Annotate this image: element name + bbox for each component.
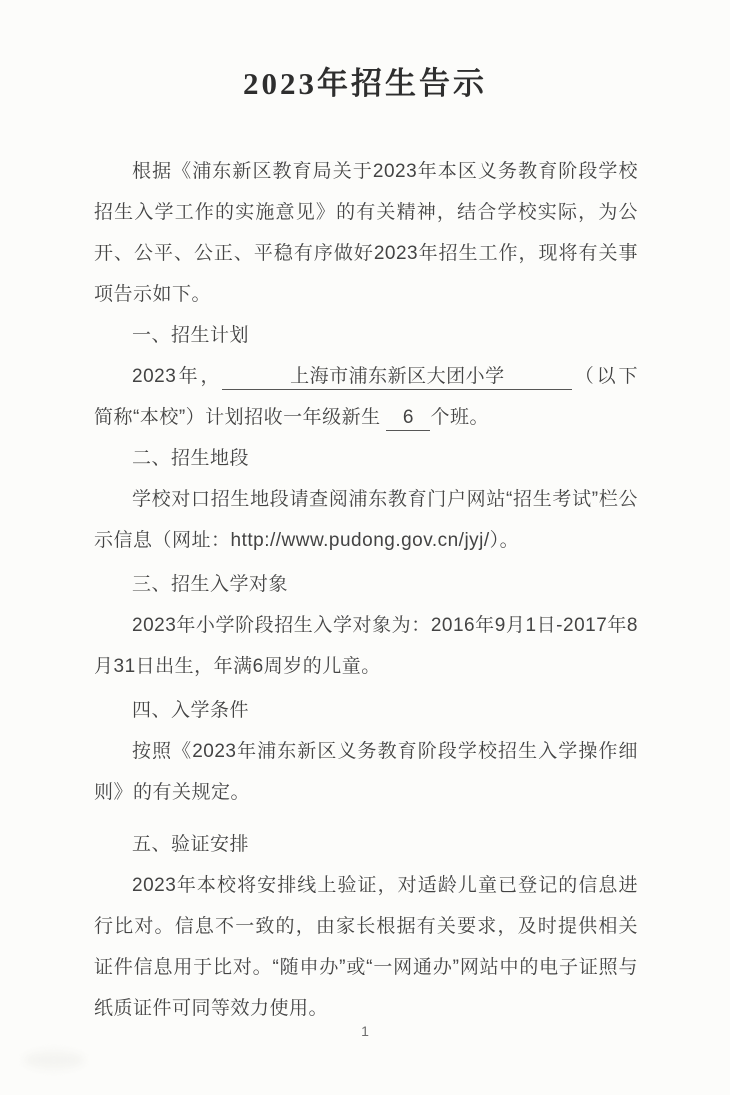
section2-heading: 二、招生地段 [132, 448, 250, 469]
scan-artifact [24, 1051, 84, 1069]
section1-paragraph [94, 356, 638, 438]
section1-heading: 一、招生计划 [132, 325, 250, 346]
section4-heading: 四、入学条件 [132, 700, 250, 721]
section1-text-after-school: （以下简称“本校”）计划招收一年级新生 [94, 366, 638, 428]
page-title: 2023年招生告示 [243, 66, 487, 101]
class-count-blank: 6 [386, 406, 430, 431]
section3-heading: 三、招生入学对象 [132, 574, 289, 595]
section4-paragraph: 按照《2023年浦东新区义务教育阶段学校招生入学操作细则》的有关规定。 [94, 741, 638, 803]
document-body [0, 151, 730, 1029]
section1-text-after-count: 个班。 [430, 407, 489, 428]
section3-paragraph: 2023年小学阶段招生入学对象为：2016年9月1日-2017年8月31日出生，年满6周岁的儿童。 [94, 615, 638, 677]
school-name-blank: 上海市浦东新区大团小学 [222, 365, 572, 390]
section1-text-before-school: 2023年， [132, 366, 223, 387]
page-number: 1 [361, 1023, 369, 1039]
section5-paragraph: 2023年本校将安排线上验证，对适龄儿童已登记的信息进行比对。信息不一致的，由家长根据有关要求，及时提供相关证件信息用于比对。“随申办”或“一网通办”网站中的电子证照与纸质证件可同等效力使用。 [94, 875, 638, 1019]
section2-paragraph: 学校对口招生地段请查阅浦东教育门户网站“招生考试”栏公示信息（网址：http://www.pudong.gov.cn/jyj/）。 [94, 489, 638, 551]
intro-paragraph: 根据《浦东新区教育局关于2023年本区义务教育阶段学校招生入学工作的实施意见》的有关精神，结合学校实际，为公开、公平、公正、平稳有序做好2023年招生工作，现将有关事项告示如下。 [94, 161, 638, 305]
section5-heading: 五、验证安排 [132, 834, 250, 855]
